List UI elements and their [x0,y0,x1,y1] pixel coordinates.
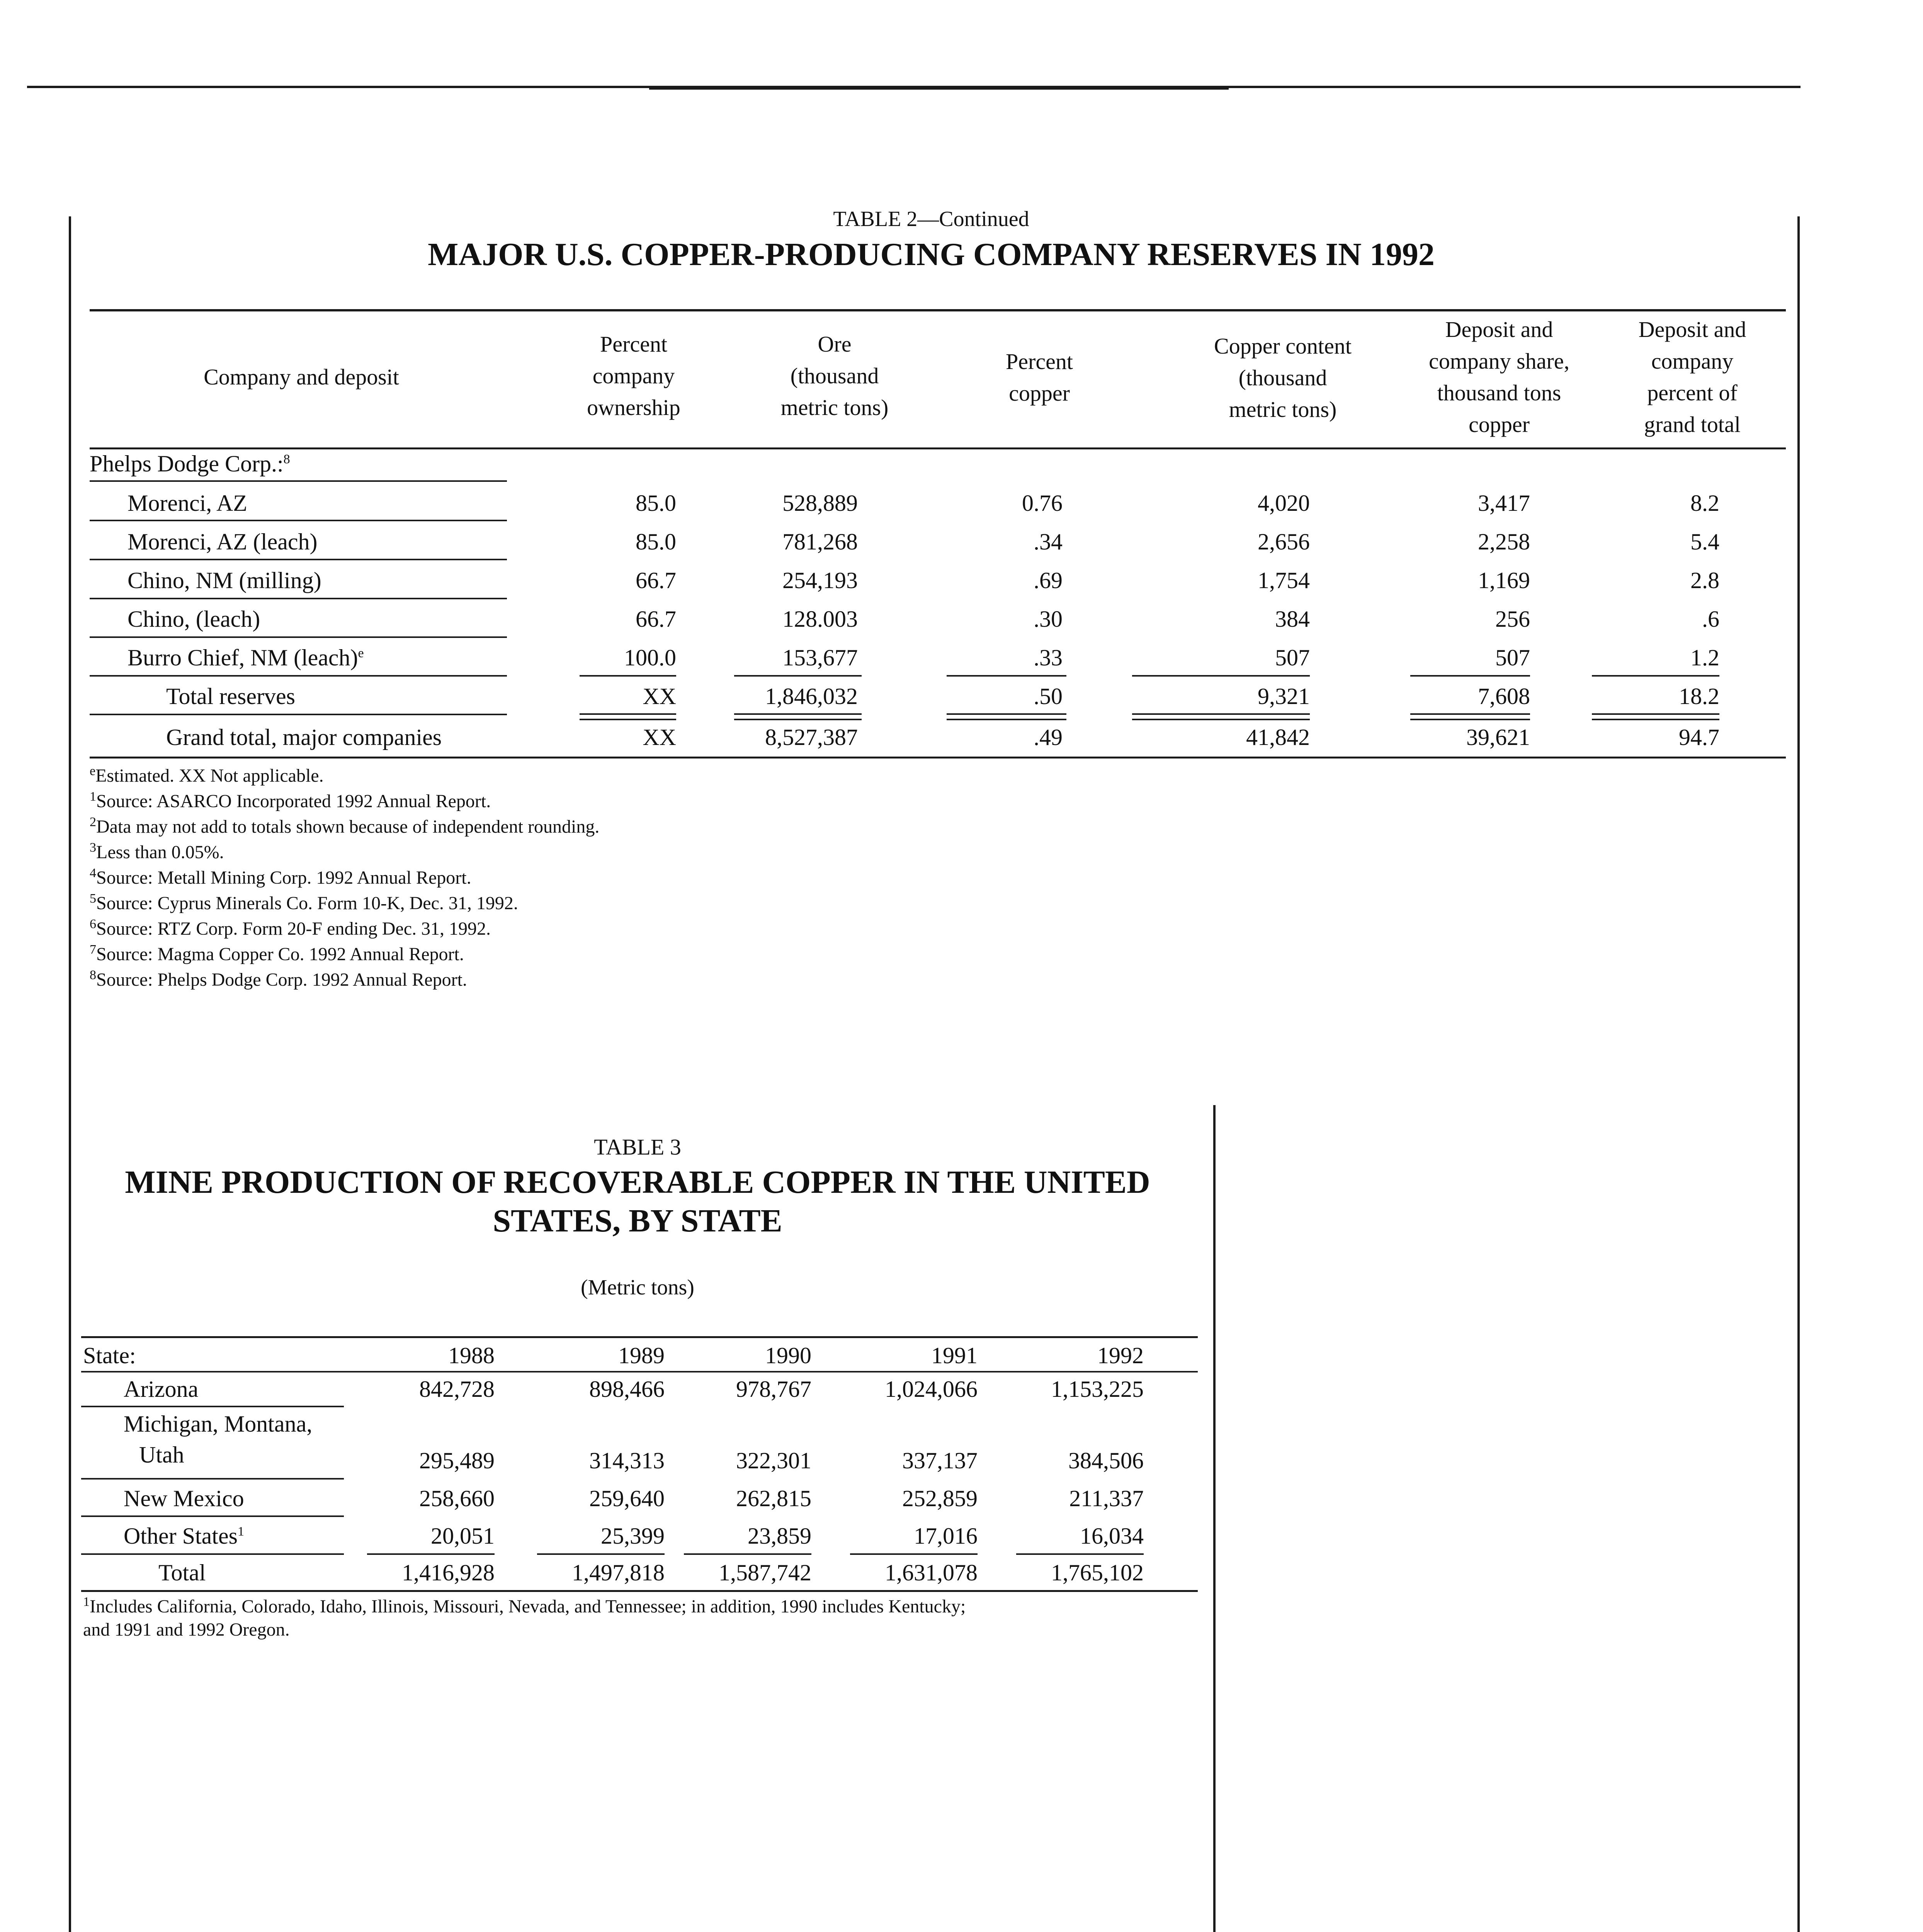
total-ore: 1,846,032 [765,684,858,709]
footnote: $^3$Less than 0.05%. [90,840,224,862]
column-underline [734,675,862,677]
header-company: Company and deposit [204,364,399,389]
row-copper-content: 384 [1275,606,1310,632]
table3-top-rule [81,1336,1198,1338]
header-percent-copper: Percent copper [1006,349,1073,406]
row-copper-content: 2,656 [1258,529,1310,554]
footnote: $^e$Estimated. XX Not applicable. [90,764,324,786]
column-underline [1016,1553,1144,1555]
double-rule [1132,713,1310,715]
row-percent-copper: 0.76 [1022,490,1063,516]
state-name: Michigan, Montana, Utah [124,1411,313,1468]
value: 262,815 [736,1486,811,1511]
column-underline [367,1553,495,1555]
total-label: Total [158,1560,206,1585]
year-header: 1990 [765,1343,811,1368]
grand-total-percent-grand-total: 94.7 [1679,724,1719,750]
row-percent-grand-total: 8.2 [1690,490,1719,516]
row-underline [81,1515,344,1517]
value: 211,337 [1069,1486,1144,1511]
grand-total-percent-copper: .49 [1034,724,1063,750]
value: 25,399 [601,1523,665,1549]
row-percent-copper: .33 [1034,645,1063,670]
grand-total-ore: 8,527,387 [765,724,858,750]
table3-bottom-rule [81,1590,1198,1592]
double-rule [580,713,676,715]
row-copper-content: 4,020 [1258,490,1310,516]
row-percent-grand-total: 1.2 [1690,645,1719,670]
row-percent-copper: .34 [1034,529,1063,554]
grand-total-copper-content: 41,842 [1246,724,1310,750]
row-underline [90,636,507,638]
table3-header-rule [81,1371,1198,1372]
right-frame-line [1797,216,1800,1932]
double-rule [734,713,862,715]
column-underline [1410,675,1530,677]
value: 337,137 [902,1448,978,1473]
row-company-share: 256 [1495,606,1530,632]
row-ore: 128.003 [782,606,858,632]
row-underline [81,1553,344,1555]
total-underline [90,714,507,715]
row-percent-copper: .30 [1034,606,1063,632]
table3-label: TABLE 3 [594,1134,681,1160]
value: 842,728 [419,1376,495,1402]
row-copper-content: 507 [1275,645,1310,670]
year-header: 1989 [618,1343,665,1368]
left-frame-line [69,216,71,1932]
value: 1,631,078 [885,1560,978,1585]
column-underline [1592,675,1719,677]
column-underline [580,675,676,677]
footnote: $^1$Source: ASARCO Incorporated 1992 Annual Report. [90,789,491,811]
footnote: $^5$Source: Cyprus Minerals Co. Form 10-K, Dec. 31, 1992. [90,891,518,913]
row-underline [81,1478,344,1480]
row-company-share: 3,417 [1478,490,1530,516]
value: 1,587,742 [719,1560,811,1585]
grand-total-ownership: XX [643,724,676,750]
header-company-share: Deposit and company share, thousand tons copper [1429,317,1569,437]
group-underline [90,480,507,482]
header-percent-grand-total: Deposit and company percent of grand total [1638,317,1746,437]
table3-footnote: $^1$Includes California, Colorado, Idaho, Illinois, Missouri, Nevada, and Tennessee; in addition, 1990 includes Kentucky; and 1991 and 1992 Oregon. [83,1595,966,1640]
double-rule [1592,713,1719,715]
row-ownership: 66.7 [636,606,676,632]
footnote: $^7$Source: Magma Copper Co. 1992 Annual Report. [90,942,464,964]
double-rule [580,719,676,720]
row-percent-grand-total: 2.8 [1690,568,1719,593]
row-ore: 254,193 [782,568,858,593]
year-header: 1992 [1097,1343,1144,1368]
row-underline [81,1406,344,1407]
row-name: Morenci, AZ (leach) [128,529,318,554]
column-underline [537,1553,665,1555]
value: 1,765,102 [1051,1560,1144,1585]
row-ore: 153,677 [782,645,858,670]
state-header: State: [83,1343,136,1368]
double-rule [947,713,1066,715]
table2-header-bottom-rule [90,447,1786,449]
value: 23,859 [748,1523,811,1549]
double-rule [1592,719,1719,720]
table2-bottom-rule [90,757,1786,759]
row-percent-copper: .69 [1034,568,1063,593]
row-company-share: 507 [1495,645,1530,670]
year-header: 1988 [448,1343,495,1368]
total-percent-copper: .50 [1034,684,1063,709]
year-header: 1991 [931,1343,978,1368]
value: 314,313 [589,1448,665,1473]
grand-total-label: Grand total, major companies [166,724,442,750]
double-rule [734,719,862,720]
state-name: New Mexico [124,1486,244,1511]
double-rule [947,719,1066,720]
footnote: $^8$Source: Phelps Dodge Corp. 1992 Annual Report. [90,968,467,990]
footnote: $^4$Source: Metall Mining Corp. 1992 Annual Report. [90,866,471,888]
grand-total-company-share: 39,621 [1466,724,1530,750]
header-copper-content: Copper content (thousand metric tons) [1214,333,1352,422]
value: 898,466 [589,1376,665,1402]
row-underline [90,675,507,677]
header-ore: Ore (thousand metric tons) [780,332,889,420]
row-underline [90,520,507,521]
value: 258,660 [419,1486,495,1511]
value: 1,416,928 [402,1560,495,1585]
row-ore: 528,889 [782,490,858,516]
double-rule [1132,719,1310,720]
group-heading: Phelps Dodge Corp.:$^8$ [90,451,290,476]
column-underline [1132,675,1310,677]
value: 16,034 [1080,1523,1144,1549]
top-rule-accent [649,87,1229,90]
footnote: $^6$Source: RTZ Corp. Form 20-F ending Dec. 31, 1992. [90,917,491,939]
value: 252,859 [902,1486,978,1511]
row-copper-content: 1,754 [1258,568,1310,593]
row-company-share: 1,169 [1478,568,1530,593]
row-ownership: 85.0 [636,490,676,516]
column-underline [947,675,1066,677]
double-rule [1410,719,1530,720]
row-percent-grand-total: .6 [1702,606,1719,632]
row-ownership: 100.0 [624,645,676,670]
state-name: Arizona [124,1376,199,1402]
row-name: Morenci, AZ [128,490,247,516]
total-percent-grand-total: 18.2 [1679,684,1719,709]
value: 384,506 [1068,1448,1144,1473]
row-ownership: 66.7 [636,568,676,593]
total-ownership: XX [643,684,676,709]
state-name: Other States$^1$ [124,1523,244,1549]
total-label: Total reserves [166,684,295,709]
row-percent-grand-total: 5.4 [1690,529,1719,554]
value: 295,489 [419,1448,495,1473]
table3-unit: (Metric tons) [581,1276,694,1299]
row-name: Chino, (leach) [128,606,260,632]
footnote: $^2$Data may not add to totals shown because of independent rounding. [90,815,600,837]
row-ownership: 85.0 [636,529,676,554]
value: 1,497,818 [572,1560,665,1585]
column-underline [850,1553,978,1555]
row-underline [90,559,507,560]
table2-title: MAJOR U.S. COPPER-PRODUCING COMPANY RESERVES IN 1992 [428,236,1435,272]
value: 1,153,225 [1051,1376,1144,1402]
row-company-share: 2,258 [1478,529,1530,554]
table3-title: MINE PRODUCTION OF RECOVERABLE COPPER IN THE UNITED STATES, BY STATE [125,1164,1150,1239]
value: 259,640 [589,1486,665,1511]
row-ore: 781,268 [782,529,858,554]
row-name: Chino, NM (milling) [128,568,321,593]
total-copper-content: 9,321 [1258,684,1310,709]
table2-label: TABLE 2—Continued [833,207,1029,231]
column-underline [684,1553,811,1555]
value: 20,051 [431,1523,495,1549]
header-ownership: Percent company ownership [587,332,680,420]
table2-header-top-rule [90,309,1786,311]
value: 1,024,066 [885,1376,978,1402]
value: 978,767 [736,1376,811,1402]
total-company-share: 7,608 [1478,684,1530,709]
row-name: Burro Chief, NM (leach)$^e$ [128,645,364,670]
column-divider-line [1213,1105,1216,1932]
value: 322,301 [736,1448,811,1473]
double-rule [1410,713,1530,715]
value: 17,016 [914,1523,978,1549]
row-underline [90,598,507,599]
